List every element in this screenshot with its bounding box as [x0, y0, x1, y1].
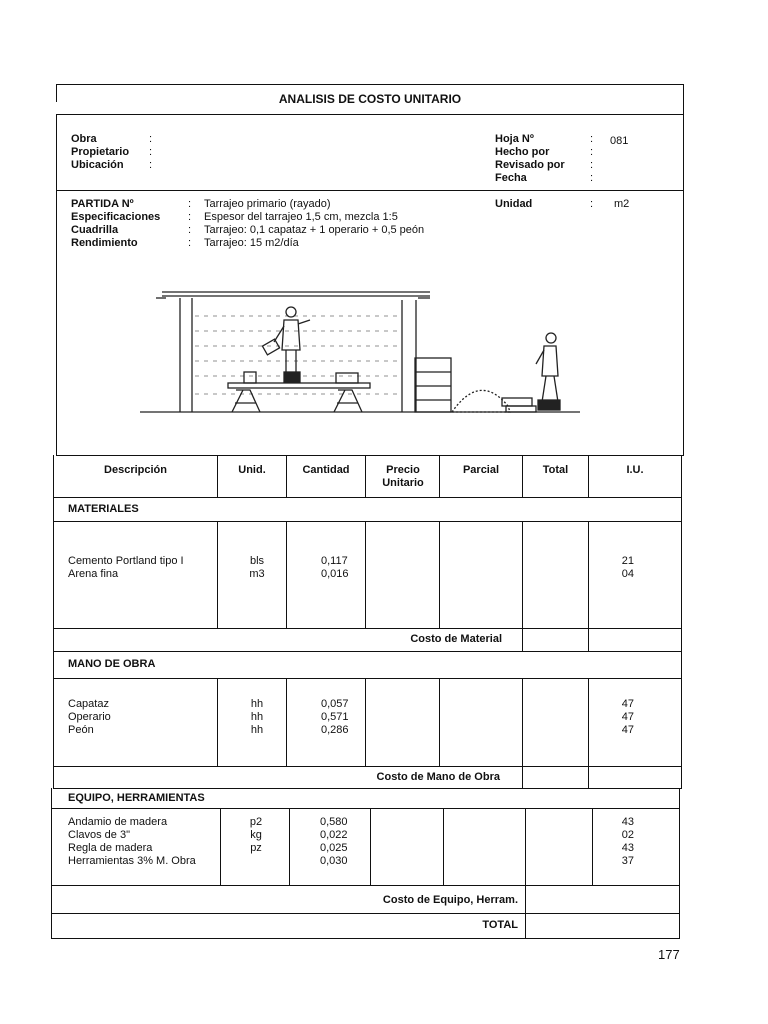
- table-row-qty: 0,580: [320, 816, 348, 828]
- col-unid: Unid.: [238, 464, 266, 476]
- table-row-unit: hh: [250, 698, 264, 710]
- table-row-iu: 43: [621, 842, 634, 854]
- mano-obra-iu-col: [600, 698, 634, 737]
- value-unidad: m2: [614, 198, 630, 210]
- value-cuadrilla: Tarrajeo: 0,1 capataz + 1 operario + 0,5 peón: [204, 224, 425, 236]
- table-row-iu: 43: [621, 816, 634, 828]
- table-row-iu: 47: [621, 698, 634, 710]
- table-row-qty: 0,030: [320, 855, 348, 867]
- materiales-iu-col: [600, 555, 634, 581]
- table-row-desc: Regla de madera: [68, 842, 153, 854]
- label-revisado-por: Revisado por: [495, 159, 565, 171]
- label-partida: PARTIDA Nº: [71, 198, 134, 210]
- col-total: Total: [542, 464, 569, 476]
- table-row-qty: 0,016: [321, 568, 349, 580]
- table-row-unit: hh: [250, 724, 264, 736]
- header-left-colons: : : :: [149, 133, 153, 171]
- table-row-desc: Andamio de madera: [68, 816, 168, 828]
- label-hoja: Hoja Nº: [495, 133, 534, 145]
- header-right-labels: [495, 133, 565, 185]
- table-row-iu: 02: [621, 829, 634, 841]
- materiales-unit-col: [218, 555, 296, 581]
- page-number: 177: [658, 947, 680, 962]
- col-cantidad: Cantidad: [302, 464, 350, 476]
- table-row-desc: Herramientas 3% M. Obra: [68, 855, 196, 867]
- partida-values: [204, 198, 424, 250]
- table-row-iu: 47: [621, 724, 634, 736]
- table-row-desc: Operario: [68, 711, 111, 723]
- label-ubicacion: Ubicación: [71, 159, 124, 171]
- header-right-colons: : : : :: [590, 133, 594, 184]
- table-row-qty: 0,571: [321, 711, 349, 723]
- section-mano-obra-title: MANO DE OBRA: [68, 658, 156, 670]
- mano-obra-subtotal-label: Costo de Mano de Obra: [376, 771, 500, 783]
- table-row-qty: 0,025: [320, 842, 348, 854]
- label-unidad: Unidad: [495, 198, 533, 210]
- materiales-desc-col: [68, 555, 184, 581]
- equipo-subtotal-label: Costo de Equipo, Herram.: [382, 894, 518, 906]
- table-row-desc: Clavos de 3": [68, 829, 130, 841]
- table-row-iu: 47: [621, 711, 634, 723]
- table-row-iu: 04: [621, 568, 634, 580]
- plastering-illustration: [140, 286, 580, 418]
- section-materiales-title: MATERIALES: [68, 503, 139, 515]
- materiales-qty-col: [321, 555, 349, 581]
- equipo-qty-col: [320, 816, 348, 868]
- label-especificaciones: Especificaciones: [71, 211, 161, 223]
- label-cuadrilla: Cuadrilla: [71, 224, 119, 236]
- table-row-qty: 0,286: [321, 724, 349, 736]
- mano-obra-desc-col: [68, 698, 111, 737]
- label-obra: Obra: [71, 133, 97, 145]
- label-fecha: Fecha: [495, 172, 527, 184]
- table-row-unit: kg: [250, 829, 262, 841]
- label-propietario: Propietario: [71, 146, 130, 158]
- table-row-desc: Capataz: [68, 698, 109, 710]
- table-row-desc: Peón: [68, 724, 94, 736]
- col-precio-unitario: Precio Unitario: [382, 464, 424, 489]
- table-row-unit: [221, 855, 291, 868]
- table-row-unit: hh: [250, 711, 264, 723]
- table-row-iu: 21: [621, 555, 634, 567]
- label-hecho-por: Hecho por: [495, 146, 550, 158]
- page-title: ANALISIS DE COSTO UNITARIO: [278, 92, 462, 106]
- table-row-unit: m3: [249, 568, 265, 580]
- table-row-desc: Arena fina: [68, 568, 119, 580]
- equipo-iu-col: [600, 816, 634, 868]
- equipo-unit-col: [221, 816, 291, 868]
- hoja-value: 081: [610, 135, 629, 147]
- table-row-qty: 0,057: [321, 698, 349, 710]
- table-row-iu: 37: [621, 855, 634, 867]
- mano-obra-unit-col: [218, 698, 296, 737]
- table-row-qty: 0,117: [321, 555, 348, 567]
- header-left-labels: [71, 133, 129, 172]
- value-partida: Tarrajeo primario (rayado): [204, 198, 331, 210]
- partida-labels: [71, 198, 160, 250]
- col-parcial: Parcial: [462, 464, 500, 476]
- table-row-desc: Cemento Portland tipo I: [68, 555, 184, 567]
- total-label: TOTAL: [482, 919, 518, 931]
- equipo-desc-col: [68, 816, 196, 868]
- col-descripcion: Descripción: [104, 464, 167, 476]
- table-row-qty: 0,022: [320, 829, 348, 841]
- value-especificaciones: Espesor del tarrajeo 1,5 cm, mezcla 1:5: [204, 211, 398, 223]
- mano-obra-qty-col: [321, 698, 349, 737]
- label-rendimiento: Rendimiento: [71, 237, 138, 249]
- unidad-colon: :: [590, 198, 594, 210]
- table-row-unit: bls: [249, 555, 265, 567]
- partida-colons: : : : :: [188, 198, 192, 249]
- table-row-unit: p2: [249, 816, 263, 828]
- table-row-unit: pz: [250, 842, 262, 854]
- value-rendimiento: Tarrajeo: 15 m2/día: [204, 237, 299, 249]
- materiales-subtotal-label: Costo de Material: [410, 633, 502, 645]
- section-equipo-title: EQUIPO, HERRAMIENTAS: [68, 792, 205, 804]
- col-iu: I.U.: [626, 464, 644, 476]
